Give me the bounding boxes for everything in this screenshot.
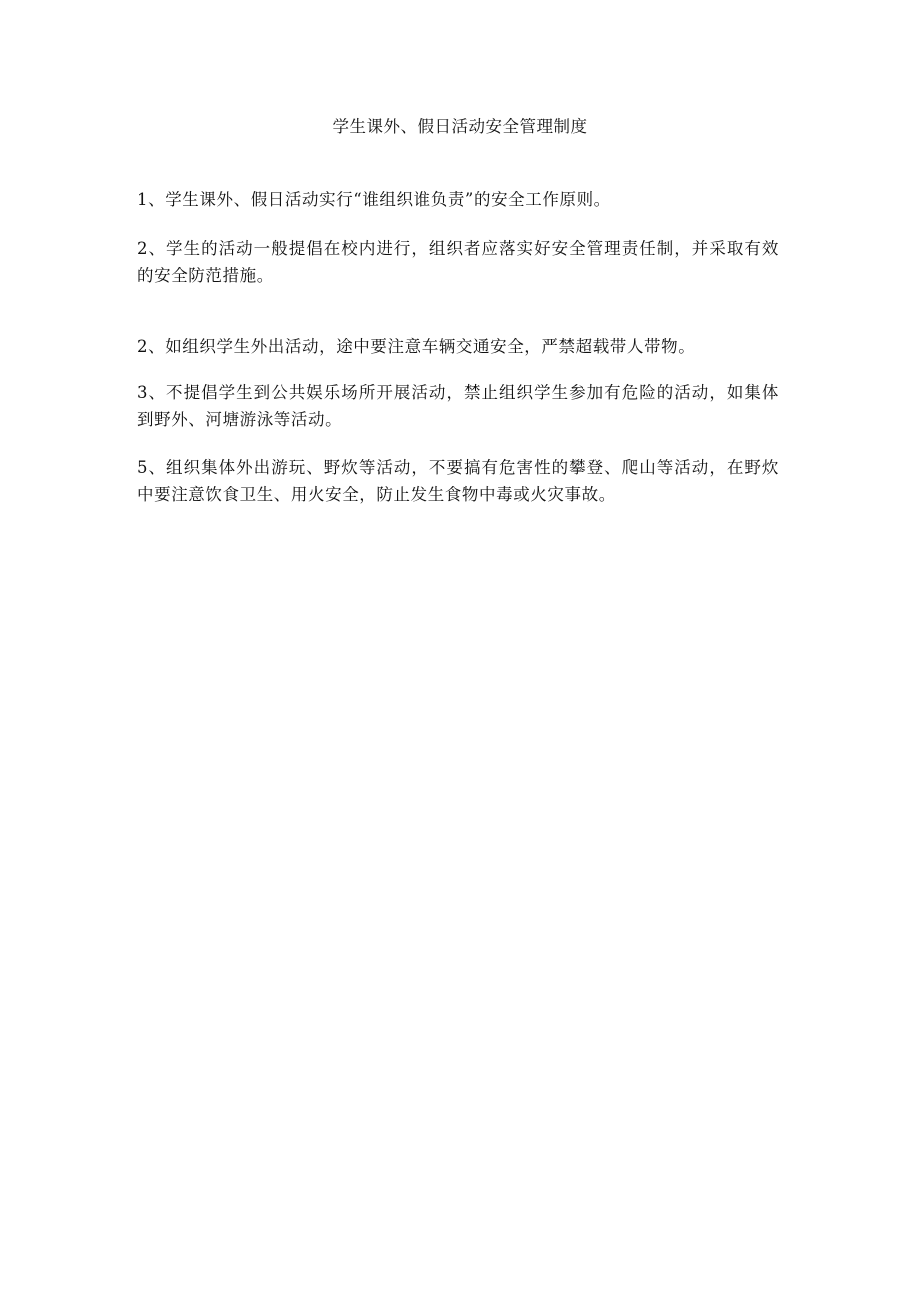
rule-paragraph-1: 1、学生课外、假日活动实行“谁组织谁负责”的安全工作原则。 (137, 190, 611, 209)
rule-paragraph-3: 2、如组织学生外出活动，途中要注意车辆交通安全，严禁超载带人带物。 (137, 337, 696, 356)
rule-paragraph-5: 5、组织集体外出游玩、野炊等活动，不要搞有危害性的攀登、爬山等活动，在野炊中要注意饮食卫生、用火安全，防止发生食物中毒或火灾事故。 (137, 458, 779, 504)
document-title: 学生课外、假日活动安全管理制度 (332, 117, 588, 136)
rule-paragraph-4: 3、不提倡学生到公共娱乐场所开展活动，禁止组织学生参加有危险的活动，如集体到野外、河塘游泳等活动。 (137, 383, 779, 429)
rule-paragraph-2: 2、学生的活动一般提倡在校内进行，组织者应落实好安全管理责任制，并采取有效的安全防范措施。 (137, 239, 779, 285)
